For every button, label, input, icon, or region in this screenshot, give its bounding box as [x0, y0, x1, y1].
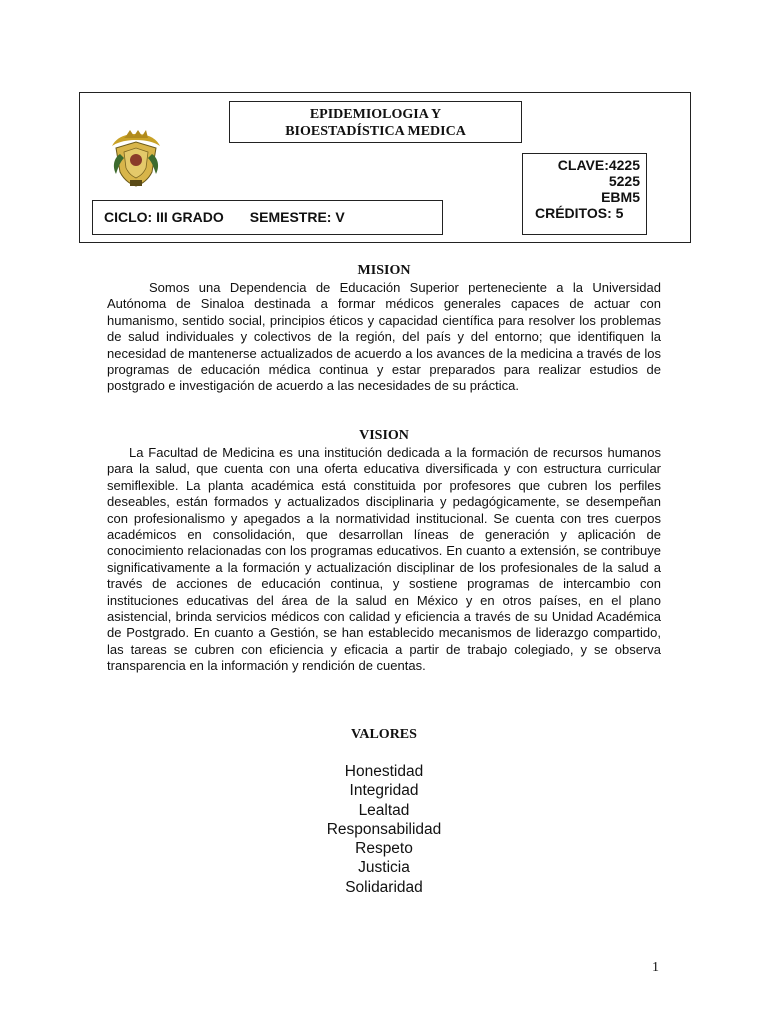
mision-paragraph: Somos una Dependencia de Educación Superior perteneciente a la Universidad Autónoma de Sinaloa destinada a formar médicos generales capaces de actuar con humanismo, sentido social, principios éticos y capacidad científica para resolver los problemas de salud individuales y colectivos de la región, del país y del entorno; que identifiquen la necesidad de mantenerse actualizados de acuerdo a los avances de la medicina a través de los programas de educación médica continua y estar preparados para realizar estudios de postgrado e investigación de acuerdo a las necesidades de su práctica. [107, 280, 661, 394]
valores-list [0, 762, 768, 897]
valor-item: Integridad [349, 782, 419, 800]
clave-line-3: EBM5 [601, 189, 640, 205]
clave-line-1: CLAVE:4225 [557, 157, 640, 173]
valor-item: Responsabilidad [326, 820, 442, 838]
ciclo-semestre-box [92, 200, 443, 235]
semestre-label: SEMESTRE: V [249, 209, 345, 225]
mision-heading: MISION [357, 263, 411, 278]
valor-item: Solidaridad [345, 878, 423, 896]
page-number: 1 [652, 960, 659, 975]
vision-paragraph: La Facultad de Medicina es una institución dedicada a la formación de recursos humanos para la salud, que cuenta con una oferta educativa diversificada y con estructura curricular semiflexible. La planta académica está constituida por profesores que cubren los perfiles deseables, están formados y actualizados disciplinaria y pedagógicamente, se desempeñan con profesionalismo y apegados a la normatividad institucional. Se cuenta con tres cuerpos académicos en consolidación, que desarrollan líneas de generación y aplicación de conocimiento relacionadas con los programas educativos. En cuanto a extensión, se contribuye significativamente a la formación y actualización disciplinar de los profesionales de la salud a través de acciones de educación continua, y sostiene programas de intercambio con instituciones educativas del área de la salud en México y en otros países, en el plano asistencial, brinda servicios médicos con calidad y eficiencia a través de su Unidad Académica de Postgrado. En cuanto a Gestión, se han establecido mecanismos de liderazgo compartido, las tareas se cubren con eficiencia y eficacia a partir de trabajo colegiado, y se observa transparencia en la información y rendición de cuentas. [107, 445, 661, 674]
creditos-label: CRÉDITOS: 5 [535, 205, 624, 221]
valores-heading: VALORES [351, 727, 417, 742]
course-title-line1: EPIDEMIOLOGIA Y [309, 107, 442, 122]
valor-item: Justicia [358, 859, 410, 877]
university-crest-icon [106, 128, 166, 192]
course-title-line2: BIOESTADÍSTICA MEDICA [285, 124, 466, 139]
valor-item: Honestidad [344, 763, 424, 780]
valor-item: Respeto [355, 840, 413, 858]
clave-creditos-box [522, 153, 647, 235]
clave-line-2: 5225 [608, 173, 640, 189]
course-title-box [229, 101, 522, 143]
valor-item: Lealtad [358, 801, 410, 819]
vision-heading: VISION [359, 428, 409, 443]
ciclo-label: CICLO: III GRADO [104, 209, 224, 225]
